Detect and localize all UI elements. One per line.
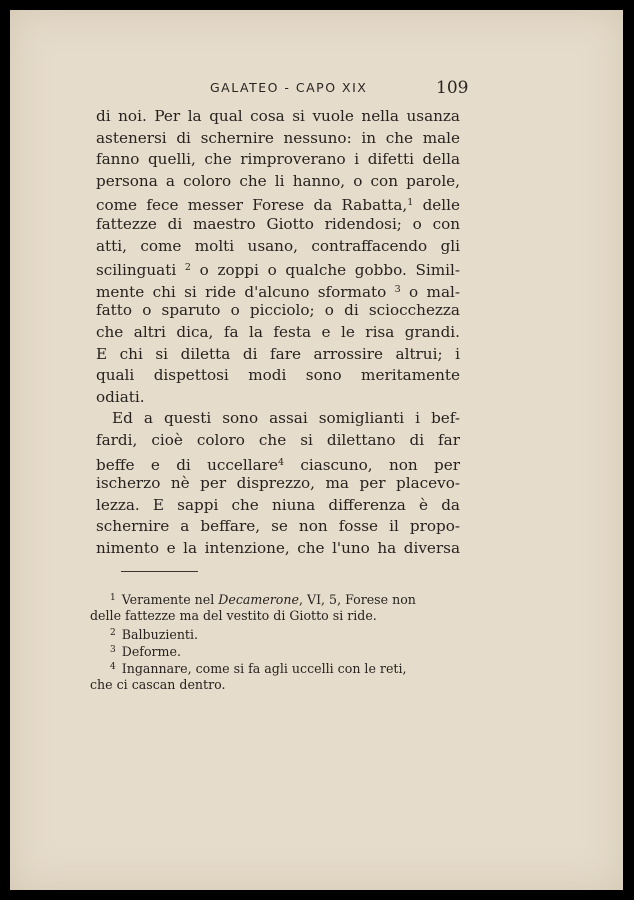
footnotes [90,590,462,694]
text-line: fattezze di maestro Giotto ridendosi; o con [96,214,460,233]
footnote-marker: 4 [110,662,116,673]
text-line: quali dispettosi modi sono meritamente [96,366,460,385]
footnote-marker: 1 [110,593,116,603]
footnote-continuation: che ci cascan dentro. [90,677,226,693]
text-line: odiati. [96,387,145,406]
footnote-reference: 1 [407,197,414,209]
text-line: fatto o sparuto o picciolo; o di sciocchezza [96,301,460,320]
footnote: $^4$ Ingannare, come si fa agli uccelli con le reti, [110,661,407,677]
running-title: GALATEO - CAPO XIX [210,80,368,95]
text-line: che altri dica, fa la festa e le risa grandi. [96,322,460,341]
italic-title: Decamerone [218,592,299,607]
text-line: E chi si diletta di fare arrossire altrui; i [96,344,460,363]
text-line: persona a coloro che li hanno, o con parole, [96,171,460,190]
footnote-continuation: delle fattezze ma del vestito di Giotto si ride. [90,608,377,624]
text-line: come fece messer Forese da Rabatta,$^1$ delle [96,196,460,215]
footnote-marker: 3 [110,644,116,655]
footnote-marker: 2 [110,627,116,638]
footnote-reference: 2 [184,262,191,274]
text-line: schernire a beffare, se non fosse il propo- [96,517,460,536]
text-line: mente chi si ride d'alcuno sformato $^3$ o mal- [96,282,460,301]
text-line: di noi. Per la qual cosa si vuole nella usanza [96,107,460,125]
text-line: scilinguati $^2$ o zoppi o qualche gobbo. Simil- [96,261,461,280]
page-header [10,78,623,102]
footnote-divider [121,571,198,572]
footnote: $^3$ Deforme. [110,643,181,659]
text-line: beffe e di uccellare$^4$ ciascuno, non per [96,455,460,474]
text-line: lezza. E sappi che niuna differenza è da [96,495,460,514]
text-line: astenersi di schernire nessuno: in che male [96,128,460,147]
footnote: $^2$ Balbuzienti. [110,626,199,642]
page-number: 109 [436,78,469,98]
text-line: nimento e la intenzione, che l'uno ha diversa [96,538,460,557]
book-page [10,10,623,890]
footnote-reference: 3 [394,283,401,295]
footnote-reference: 4 [277,456,284,468]
footnote: $^1$ Veramente nel Decamerone, VI, 5, Forese non [110,592,416,607]
text-line: fanno quelli, che rimproverano i difetti della [96,150,460,169]
main-text [96,106,460,559]
text-line: ischerzo nè per disprezzo, ma per placevo- [96,474,460,493]
text-line: Ed a questi sono assai somiglianti i bef- [112,409,460,428]
text-line: atti, come molti usano, contraffacendo gli [96,236,460,255]
text-line: fardi, cioè coloro che si dilettano di far [96,430,460,449]
